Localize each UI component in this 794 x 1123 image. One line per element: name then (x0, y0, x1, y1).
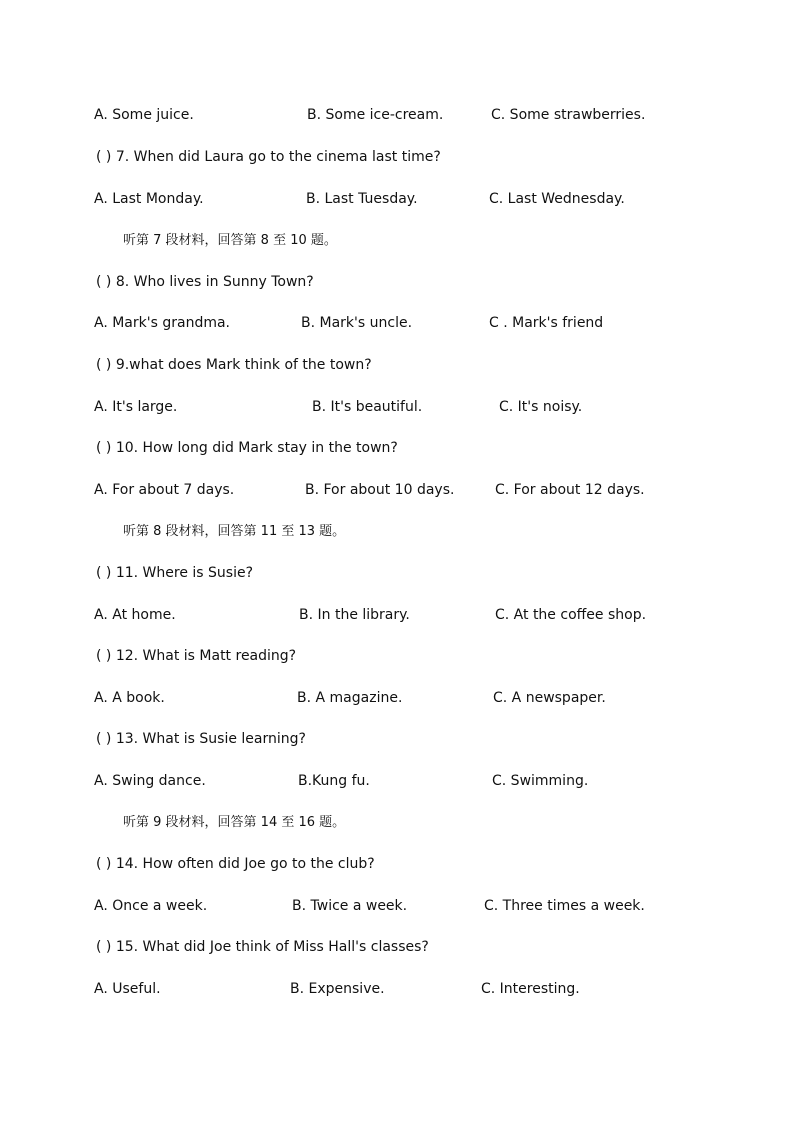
option-b: B. Expensive. (290, 981, 385, 997)
option-b: B. A magazine. (297, 690, 403, 706)
options-row-8 (0, 313, 794, 333)
option-a: A. Some juice. (94, 107, 194, 123)
question-12 (0, 646, 794, 666)
option-b: B.Kung fu. (298, 773, 370, 789)
option-c: C . Mark's friend (489, 315, 604, 331)
option-c: C. Some strawberries. (491, 107, 646, 123)
question-14 (0, 854, 794, 874)
section-instruction: 听第 8 段材料，回答第 11 至 13 题。 (123, 524, 346, 539)
question-11 (0, 563, 794, 583)
options-row-7 (0, 189, 794, 209)
option-b: B. Some ice-cream. (307, 107, 444, 123)
options-row-14 (0, 896, 794, 916)
options-row-12 (0, 688, 794, 708)
option-c: C. A newspaper. (493, 690, 606, 706)
question-text: ( ) 15. What did Joe think of Miss Hall's classes? (96, 939, 429, 955)
question-text: ( ) 9.what does Mark think of the town? (96, 357, 372, 373)
question-15 (0, 937, 794, 957)
question-text: ( ) 11. Where is Susie? (96, 565, 254, 581)
options-row-10 (0, 480, 794, 500)
option-b: B. It's beautiful. (312, 399, 423, 415)
option-b: B. Mark's uncle. (301, 315, 413, 331)
option-a: A. A book. (94, 690, 165, 706)
option-c: C. Swimming. (492, 773, 589, 789)
option-a: A. Last Monday. (94, 191, 204, 207)
question-text: ( ) 14. How often did Joe go to the club? (96, 856, 375, 872)
question-13 (0, 729, 794, 749)
option-a: A. For about 7 days. (94, 482, 235, 498)
question-text: ( ) 7. When did Laura go to the cinema last time? (96, 149, 441, 165)
option-a: A. Swing dance. (94, 773, 206, 789)
question-8 (0, 272, 794, 292)
options-row-9 (0, 397, 794, 417)
question-7 (0, 147, 794, 167)
question-text: ( ) 13. What is Susie learning? (96, 731, 306, 747)
option-a: A. At home. (94, 607, 176, 623)
option-c: C. Three times a week. (484, 898, 645, 914)
question-10 (0, 438, 794, 458)
option-a: A. Mark's grandma. (94, 315, 230, 331)
option-c: C. Interesting. (481, 981, 580, 997)
option-c: C. At the coffee shop. (495, 607, 647, 623)
section-instruction: 听第 7 段材料，回答第 8 至 10 题。 (123, 233, 337, 248)
section-instruction: 听第 9 段材料，回答第 14 至 16 题。 (123, 815, 346, 830)
option-c: C. Last Wednesday. (489, 191, 625, 207)
option-b: B. Last Tuesday. (306, 191, 418, 207)
options-row-11 (0, 605, 794, 625)
question-9 (0, 355, 794, 375)
option-c: C. For about 12 days. (495, 482, 645, 498)
option-a: A. Once a week. (94, 898, 208, 914)
question-text: ( ) 10. How long did Mark stay in the town? (96, 440, 398, 456)
option-b: B. For about 10 days. (305, 482, 455, 498)
question-text: ( ) 8. Who lives in Sunny Town? (96, 274, 314, 290)
option-a: A. It's large. (94, 399, 178, 415)
options-row-6 (0, 105, 794, 125)
option-b: B. In the library. (299, 607, 410, 623)
section-header-8 (0, 522, 794, 542)
options-row-15 (0, 979, 794, 999)
question-text: ( ) 12. What is Matt reading? (96, 648, 297, 664)
option-a: A. Useful. (94, 981, 161, 997)
options-row-13 (0, 771, 794, 791)
section-header-9 (0, 813, 794, 833)
section-header-7 (0, 231, 794, 251)
option-b: B. Twice a week. (292, 898, 408, 914)
option-c: C. It's noisy. (499, 399, 583, 415)
